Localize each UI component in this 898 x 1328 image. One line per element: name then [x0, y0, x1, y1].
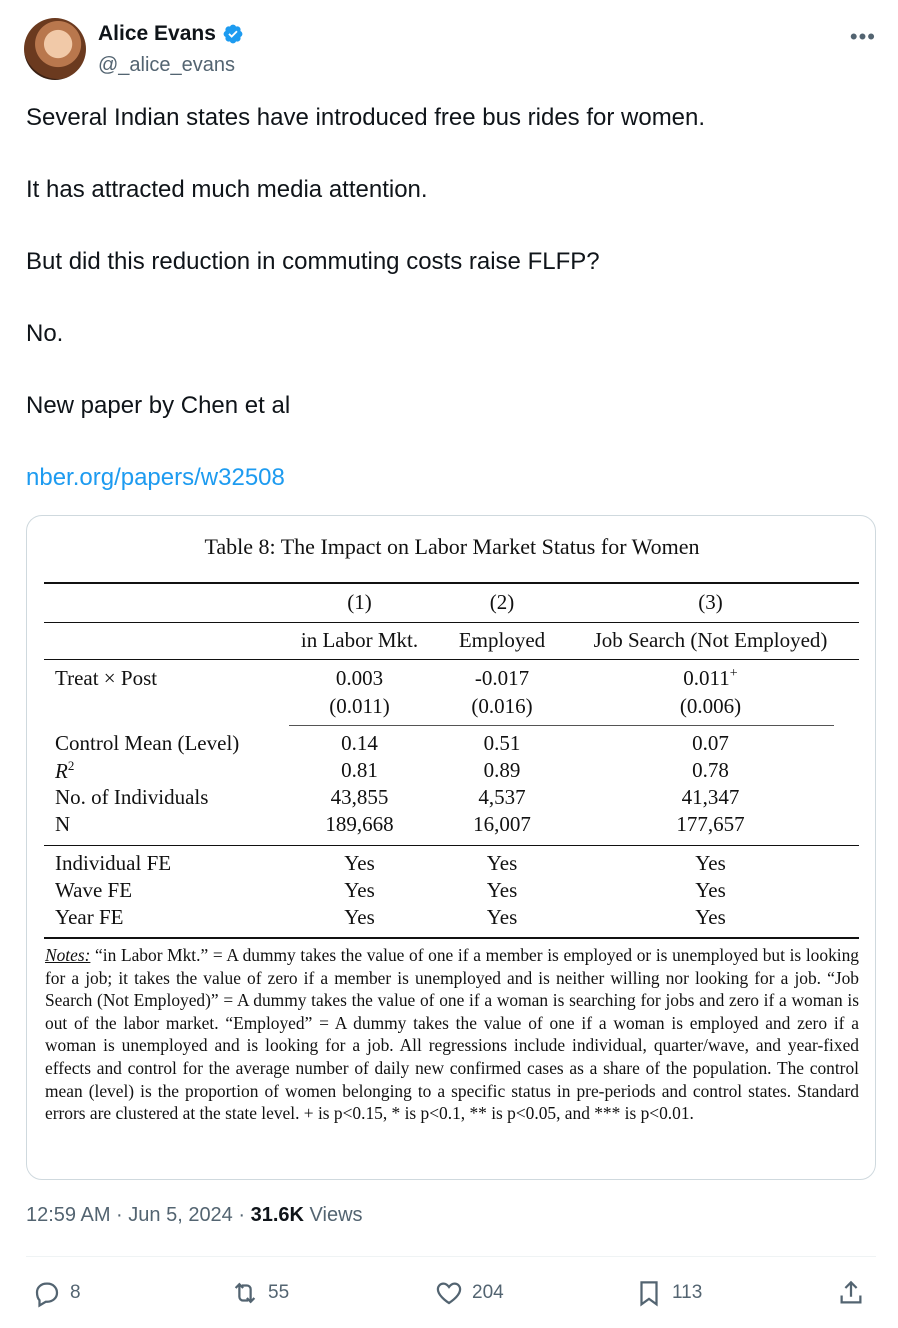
author-name[interactable]: Alice Evans — [98, 22, 216, 45]
table-rule — [289, 725, 834, 726]
row-label: N — [55, 812, 71, 836]
repost-count: 55 — [268, 1282, 290, 1303]
stat-cell: 16,007 — [473, 812, 531, 836]
action-bar — [0, 1270, 898, 1318]
paper-link[interactable]: nber.org/papers/w32508 — [26, 464, 285, 491]
fe-cell: Yes — [344, 851, 375, 875]
table-rule — [44, 845, 859, 846]
like-count: 204 — [472, 1282, 504, 1303]
more-options-icon[interactable]: ••• — [849, 24, 876, 49]
table-notes — [45, 944, 859, 1125]
stat-cell: 0.14 — [341, 731, 378, 755]
fe-cell: Yes — [486, 851, 518, 875]
stat-cell: 0.07 — [692, 731, 729, 755]
reply-icon — [32, 1278, 62, 1308]
share-button[interactable] — [836, 1278, 874, 1308]
se-cell: (0.016) — [471, 694, 533, 718]
share-icon — [836, 1278, 866, 1308]
bookmark-button[interactable] — [634, 1278, 702, 1308]
row-label: Treat × Post — [55, 666, 158, 690]
table-rule — [44, 582, 859, 584]
author-name-row — [98, 22, 244, 46]
notes-label: Notes: — [45, 945, 91, 965]
author-handle[interactable]: @_alice_evans — [98, 54, 236, 76]
table-rule — [44, 659, 859, 660]
tweet-paragraph: No. — [26, 320, 64, 347]
col-header: in Labor Mkt. — [300, 628, 419, 652]
tweet-media-image[interactable] — [26, 515, 876, 1180]
fe-cell: Yes — [695, 905, 726, 929]
row-label: Wave FE — [55, 878, 133, 902]
stat-cell: 43,855 — [330, 785, 389, 809]
views-label: Views — [303, 1204, 363, 1226]
bookmark-icon — [634, 1278, 664, 1308]
coef-cell: 0.003 — [335, 666, 384, 690]
like-button[interactable] — [434, 1278, 504, 1308]
stat-cell: 189,668 — [325, 812, 394, 836]
stat-cell: 0.78 — [692, 758, 729, 782]
notes-text: “in Labor Mkt.” = A dummy takes the value of one if a member is employed or is unemployed but is looking for a job; it takes the value of zero if a member is unemployed and is neither willing nor looking for a job. “Job Search (Not Employed)” = A dummy takes the value of one if a woman is searching for jobs and zero if a woman is out of the labor market. “Employed” = A dummy takes the value of one if a woman is employed and zero if a woman is unemployed and is looking for a job. All regressions include individual, quarter/wave, and year-fixed effects and control for the average number of daily new confirmed cases as a share of the population. The control mean (level) is the proportion of women belonging to a specific status in pre-periods and control states. Standard errors are clustered at the state level. + is p<0.15, * is p<0.1, ** is p<0.05, and *** is p<0.01. — [45, 945, 859, 1124]
table-rule — [44, 937, 859, 939]
fe-cell: Yes — [695, 878, 726, 902]
tweet-paragraph: Several Indian states have introduced free bus rides for women. — [26, 104, 706, 131]
se-cell: (0.006) — [679, 694, 742, 718]
stat-cell: 177,657 — [676, 812, 745, 836]
row-label: Individual FE — [55, 851, 172, 875]
fe-cell: Yes — [344, 878, 375, 902]
repost-button[interactable] — [230, 1278, 289, 1308]
table-rule — [44, 622, 859, 623]
reply-count: 8 — [70, 1282, 81, 1303]
reply-button[interactable] — [32, 1278, 81, 1308]
tweet-paragraph: It has attracted much media attention. — [26, 176, 428, 203]
fe-cell: Yes — [486, 878, 518, 902]
verified-badge-icon — [222, 23, 244, 45]
row-label: $R^2$ — [55, 758, 75, 783]
view-count: 31.6K — [250, 1204, 304, 1226]
row-label: Control Mean (Level) — [55, 731, 240, 755]
coef-cell: -0.017 — [474, 666, 530, 690]
table-title: Table 8: The Impact on Labor Market Status for Women — [204, 534, 700, 559]
stat-cell: 41,347 — [681, 785, 740, 809]
fe-cell: Yes — [695, 851, 726, 875]
tweet-header — [24, 18, 876, 82]
fe-cell: Yes — [486, 905, 518, 929]
heart-icon — [434, 1278, 464, 1308]
repost-icon — [230, 1278, 260, 1308]
row-label: No. of Individuals — [55, 785, 209, 809]
row-label: Year FE — [55, 905, 124, 929]
se-cell: (0.011) — [329, 694, 390, 718]
stat-cell: 0.89 — [483, 758, 521, 782]
bookmark-count: 113 — [672, 1282, 703, 1303]
col-number: (2) — [489, 590, 515, 614]
avatar[interactable] — [24, 18, 86, 80]
divider — [26, 1256, 876, 1257]
fe-cell: Yes — [344, 905, 375, 929]
col-header: Job Search (Not Employed) — [593, 628, 828, 652]
tweet-paragraph: New paper by Chen et al — [26, 392, 291, 419]
tweet-meta — [26, 1204, 363, 1227]
col-header: Employed — [458, 628, 546, 652]
tweet-paragraph: But did this reduction in commuting costs raise FLFP? — [26, 248, 600, 275]
stat-cell: 0.51 — [483, 731, 521, 755]
tweet-text — [26, 100, 866, 532]
coef-cell: 0.011+ — [683, 666, 738, 690]
timestamp[interactable]: 12:59 AM · Jun 5, 2024 · — [26, 1204, 251, 1226]
stat-cell: 0.81 — [341, 758, 378, 782]
col-number: (1) — [347, 590, 372, 614]
regression-table — [27, 516, 876, 1180]
stat-cell: 4,537 — [478, 785, 526, 809]
col-number: (3) — [698, 590, 723, 614]
